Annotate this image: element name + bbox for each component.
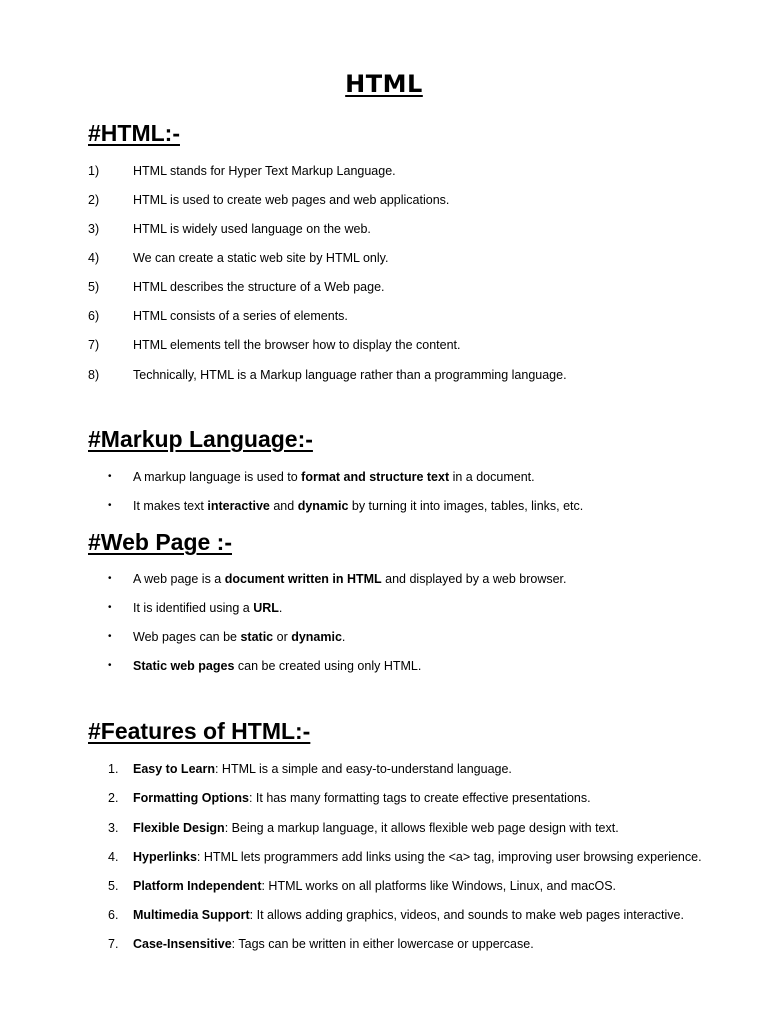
list-item bbox=[0, 599, 768, 617]
list-item bbox=[0, 819, 768, 837]
item-text: Formatting Options: It has many formatting tags to create effective presentations. bbox=[133, 791, 591, 805]
bullet-icon: • bbox=[108, 631, 112, 642]
bullet-icon: • bbox=[108, 573, 112, 584]
item-text: Static web pages can be created using only HTML. bbox=[133, 659, 422, 673]
item-number: 4. bbox=[108, 850, 119, 864]
list-item bbox=[0, 789, 768, 807]
list-item bbox=[0, 220, 768, 238]
item-text: A web page is a document written in HTML and displayed by a web browser. bbox=[133, 572, 567, 586]
item-number: 1. bbox=[108, 762, 119, 776]
item-text: Platform Independent: HTML works on all platforms like Windows, Linux, and macOS. bbox=[133, 879, 617, 893]
list-item bbox=[0, 935, 768, 953]
heading-markup-language: #Markup Language:- bbox=[88, 426, 313, 452]
list-item bbox=[0, 497, 768, 515]
item-number: 8) bbox=[88, 368, 100, 382]
item-text: HTML stands for Hyper Text Markup Language. bbox=[133, 164, 396, 178]
list-item bbox=[0, 760, 768, 778]
list-item bbox=[0, 307, 768, 325]
list-item bbox=[0, 657, 768, 675]
list-item bbox=[0, 249, 768, 267]
item-text: Case-Insensitive: Tags can be written in either lowercase or uppercase. bbox=[133, 937, 534, 951]
item-text: We can create a static web site by HTML only. bbox=[133, 251, 389, 265]
bullet-icon: • bbox=[108, 471, 112, 482]
bullet-icon: • bbox=[108, 500, 112, 511]
item-text: A markup language is used to format and structure text in a document. bbox=[133, 470, 535, 484]
item-number: 3. bbox=[108, 821, 119, 835]
heading-web-page: #Web Page :- bbox=[88, 529, 232, 555]
list-item bbox=[0, 162, 768, 180]
item-text: HTML elements tell the browser how to display the content. bbox=[133, 338, 461, 352]
heading-html: #HTML:- bbox=[88, 120, 180, 146]
item-text: HTML is widely used language on the web. bbox=[133, 222, 371, 236]
item-number: 6) bbox=[88, 309, 100, 323]
heading-features: #Features of HTML:- bbox=[88, 718, 311, 744]
list-item bbox=[0, 336, 768, 354]
item-number: 3) bbox=[88, 222, 100, 236]
item-text: HTML describes the structure of a Web page. bbox=[133, 280, 385, 294]
list-item bbox=[0, 848, 768, 866]
item-text: Easy to Learn: HTML is a simple and easy-to-understand language. bbox=[133, 762, 512, 776]
item-number: 7. bbox=[108, 937, 119, 951]
bullet-icon: • bbox=[108, 660, 112, 671]
item-number: 1) bbox=[88, 164, 100, 178]
item-text: HTML consists of a series of elements. bbox=[133, 309, 348, 323]
item-number: 5) bbox=[88, 280, 100, 294]
item-text: It makes text interactive and dynamic by turning it into images, tables, links, etc. bbox=[133, 499, 584, 513]
list-item bbox=[0, 366, 768, 384]
list-item bbox=[0, 877, 768, 895]
bullet-icon: • bbox=[108, 602, 112, 613]
item-text: It is identified using a URL. bbox=[133, 601, 283, 615]
list-item bbox=[0, 628, 768, 646]
document-title: HTML bbox=[345, 70, 423, 98]
list-item bbox=[0, 191, 768, 209]
list-item bbox=[0, 570, 768, 588]
item-text: Flexible Design: Being a markup language, it allows flexible web page design with text. bbox=[133, 821, 619, 835]
item-text: HTML is used to create web pages and web applications. bbox=[133, 193, 450, 207]
item-text: Web pages can be static or dynamic. bbox=[133, 630, 346, 644]
item-number: 4) bbox=[88, 251, 100, 265]
item-number: 6. bbox=[108, 908, 119, 922]
list-item bbox=[0, 468, 768, 486]
item-number: 2. bbox=[108, 791, 119, 805]
item-text: Technically, HTML is a Markup language rather than a programming language. bbox=[133, 368, 567, 382]
list-item bbox=[0, 278, 768, 296]
item-number: 5. bbox=[108, 879, 119, 893]
item-number: 2) bbox=[88, 193, 100, 207]
list-item bbox=[0, 906, 768, 924]
item-text: Multimedia Support: It allows adding graphics, videos, and sounds to make web pages interactive. bbox=[133, 908, 684, 922]
item-number: 7) bbox=[88, 338, 100, 352]
item-text: Hyperlinks: HTML lets programmers add links using the <a> tag, improving user browsing experience. bbox=[133, 850, 702, 864]
